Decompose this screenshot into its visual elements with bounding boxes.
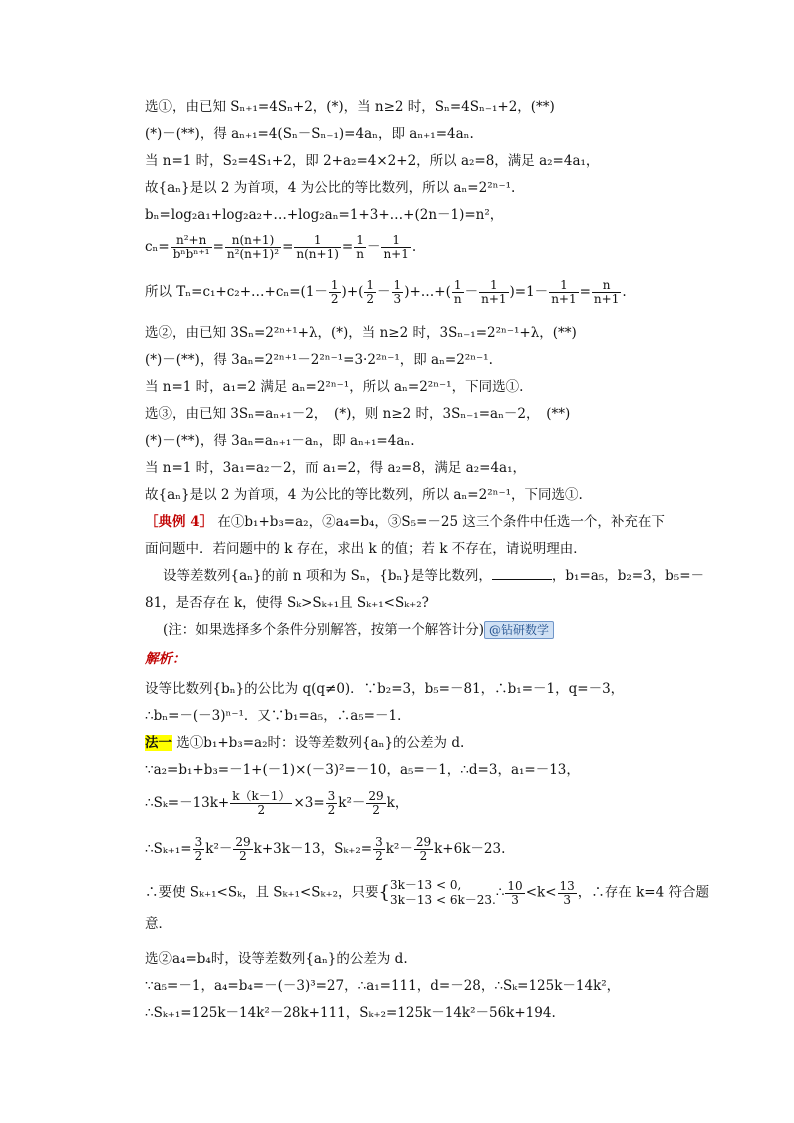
text-line: 选②，由已知 3Sₙ=2²ⁿ⁺¹+λ，(*)，当 n≥2 时，3Sₙ₋₁=2²ⁿ⁻¹+λ，(**) <box>145 325 577 341</box>
text-line: 当 n=1 时，3a₁=a₂－2，而 a₁=2，得 a₂=8，满足 a₂=4a₁， <box>145 460 527 476</box>
text-line: (*)－(**)，得 3aₙ=2²ⁿ⁺¹－2²ⁿ⁻¹=3·2²ⁿ⁻¹，即 aₙ=2²ⁿ⁻¹. <box>145 352 493 368</box>
text-line: 选②a₄=b₄时，设等差数列{aₙ}的公差为 d. <box>145 951 408 967</box>
text-line: 当 n=1 时，S₂=4S₁+2，即 2+a₂=4×2+2，所以 a₂=8，满足 a₂=4a₁， <box>145 153 600 169</box>
text-line: ∴bₙ=－(－3)ⁿ⁻¹．又∵b₁=a₅，∴a₅=－1． <box>145 708 411 724</box>
formula-line-sk: ∴Sₖ=－13k+ $\frac{k(k-1)}{2}$ ×3= $\frac{3}{2}$ k²－ $\frac{29}{2}$ k， <box>145 789 409 817</box>
text-line: (*)－(**)，得 aₙ₊₁=4(Sₙ－Sₙ₋₁)=4aₙ，即 aₙ₊₁=4aₙ. <box>145 126 474 142</box>
question-line: 设等差数列{aₙ}的前 n 项和为 Sₙ，{bₙ}是等比数列， ，b₁=a₅，b₂=3，b₅=－ <box>163 568 705 584</box>
formula-line-system: ∴要使 Sₖ₊₁<Sₖ，且 Sₖ₊₁<Sₖ₊₂，只要{ 3k－13 < 0, 3k－13 < 6k－23. ∴ $\frac{10}{3}$ <k< $\frac{13}{3}$ ，∴存在 k=4 符合题 <box>145 878 709 907</box>
example-text: 在①b₁+b₃=a₂，②a₄=b₄，③S₅=－25 这三个条件中任选一个，补充在下 <box>217 514 665 530</box>
formula-line-cn: cₙ= $\frac{\text{n²+n}}{\text{bⁿbⁿ⁺¹}}$ = $\frac{n(n+1)}{\text{n²(n+1)²}}$ = $\frac{1}{n(n+1)}$ = $\frac{1}{n}$ － $\frac{1}{n+1}$ . <box>145 233 417 261</box>
note-line: (注：如果选择多个条件分别解答，按第一个解答计分) @钻研数学 <box>163 621 554 639</box>
method-one-highlight: 法一 <box>145 735 172 751</box>
text-line: 选①，由已知 Sₙ₊₁=4Sₙ+2，(*)，当 n≥2 时，Sₙ=4Sₙ₋₁+2，(**) <box>145 99 555 115</box>
text-line: ∵a₂=b₁+b₃=－1+(－1)×(－3)²=－10，a₅=－1，∴d=3，a₁=－13， <box>145 762 580 778</box>
formula-line-sk1: ∴Sₖ₊₁= $\frac{3}{2}$ k²－ $\frac{29}{2}$ k+3k－13，Sₖ₊₂= $\frac{3}{2}$ k²－ $\frac{29}{2}$ k+6k－23. <box>145 835 506 863</box>
answer-blank <box>492 567 552 580</box>
watermark-badge: @钻研数学 <box>484 621 554 639</box>
text-line: 选③，由已知 3Sₙ=aₙ₊₁－2， (*)，则 n≥2 时，3Sₙ₋₁=aₙ－2， (**) <box>145 406 571 422</box>
text-line: ∴Sₖ₊₁=125k－14k²－28k+111，Sₖ₊₂=125k－14k²－56k+194. <box>145 1005 556 1021</box>
formula-line-tn: 所以 Tₙ=c₁+c₂+…+cₙ=(1－ $\frac{1}{2}$ )+( $\frac{1}{2}$ － $\frac{1}{3}$ )+…+( $\frac{1}{n}$ － $\frac{1}{n+1}$ )=1－ $\frac{1}{n+1}$ = $\frac{n}{n+1}$ . <box>145 278 627 306</box>
text-line: 故{aₙ}是以 2 为首项，4 为公比的等比数列，所以 aₙ=2²ⁿ⁻¹，下同选①. <box>145 487 583 503</box>
text-line: ∵a₅=－1，a₄=b₄=－(－3)³=27，∴a₁=111，d=－28，∴Sₖ=125k－14k²， <box>145 978 621 994</box>
text-line: 面问题中．若问题中的 k 存在，求出 k 的值；若 k 不存在，请说明理由． <box>145 541 587 557</box>
text-line: 当 n=1 时，a₁=2 满足 aₙ=2²ⁿ⁻¹，所以 aₙ=2²ⁿ⁻¹，下同选①. <box>145 379 524 395</box>
text-line: (*)－(**)，得 3aₙ=aₙ₊₁－aₙ，即 aₙ₊₁=4aₙ. <box>145 433 415 449</box>
text-line: 设等比数列{bₙ}的公比为 q(q≠0)．∵b₂=3，b₅=－81，∴b₁=－1，q=－3， <box>145 681 625 697</box>
text-line: 故{aₙ}是以 2 为首项，4 为公比的等比数列，所以 aₙ=2²ⁿ⁻¹. <box>145 180 516 196</box>
method-line: 法一 选①b₁+b₃=a₂时：设等差数列{aₙ}的公差为 d. <box>145 735 465 751</box>
analysis-label: 解析： <box>145 651 186 667</box>
text-line: 意． <box>145 916 172 932</box>
text-line: bₙ=log₂a₁+log₂a₂+…+log₂aₙ=1+3+…+(2n－1)=n²， <box>145 207 504 223</box>
example-tag: ［典例 4］ <box>145 514 214 530</box>
text-line: 81，是否存在 k，使得 Sₖ>Sₖ₊₁且 Sₖ₊₁<Sₖ₊₂? <box>145 595 429 611</box>
example-heading <box>145 513 665 531</box>
